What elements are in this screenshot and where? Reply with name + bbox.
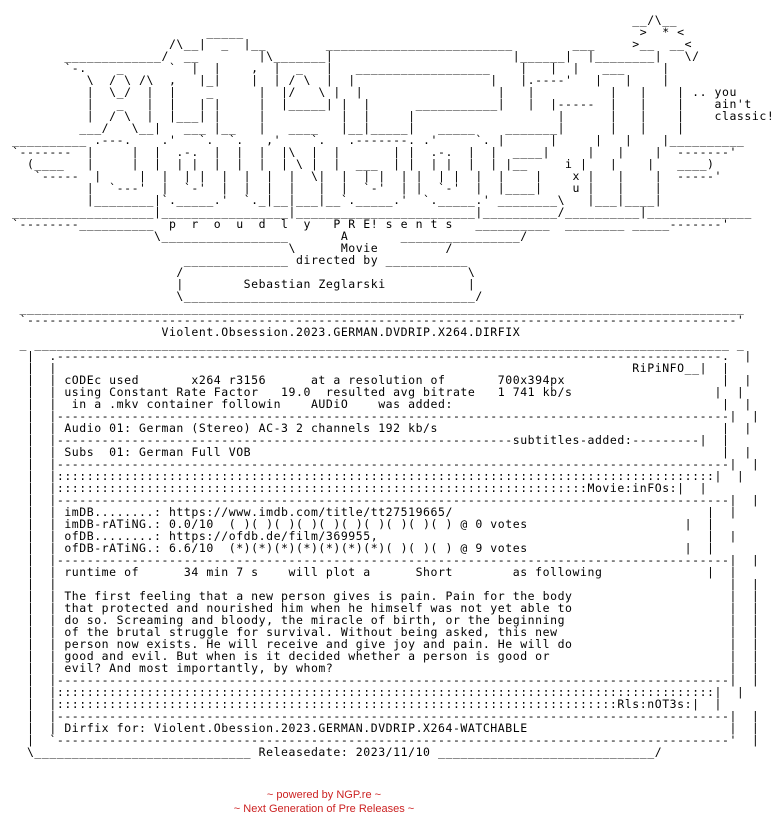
nfo-ascii-art: __/\__ _____ > * < /\__| _ |__ _________________________ ___ >__ __< _____________/ __ |\_______| |______| |________| \/ `-. _ ` | | , | _ | __________________ | | | ___ | \ / \ /\ , |_| | | / \ | | | |.----' | | | | \_/ | | _ | |/ \ | | | | | | | .. you | _ | | | | | |_____| | | ___________| | |----- | | | ain't | / \ | |___| | | | | | | | | | classic! ___/ \__| ___ |__ | ____ |__|_____| _____ _______| | | | __________ .---. .' `. `. ,' `. .-------. .' `. | | | | |__________ `------- | | | .-. | | | |\ | | | | .-. | | ____| | | | -------' (____ | | | | | | | | | \ | | ___ | | | | | | |__ i | | | ____) `----- | | | | | | | | | \| | | | | | | | | | | x | | | -----' | `---' | `-' | | | | | | `-' | | `-' | |____| u | | | |________|`._____.' `._|__|___|__`._____.' `._____.' ________\ |___|____| ___________________|_________________|________________________|__________/__________|______________ `--------__________ p r o u d l y P R E! s e n t s __________ ________ _____-------' \_________________ A ________________/ \ Movie / ______________ directed by ___________ / \ | Sebastian Zeglarski | \_______________________________________/ _________________________________________________________________________________________________ `-----------------------------------------------------------------------------------------------' Violent.Obsession.2023.GERMAN.DVDRIP.X264.DIRFIX _ _____________________________________________________________________________________________ _ | .-----------------------------------------------------------------------------------------. | | | RiPiNFO__| | | | cODEc used x264 r3156 at a resolution of 700x394px | | | | using Constant Rate Factor 19.0 resulted avg bitrate 1 741 kb/s | | | | in a .mkv container followin AUDiO was added: | | | |------------------------------------------------------------------------------------------| | | | Audio 01: German (Stereo) AC-3 2 channels 192 kb/s | | | |-------------------------------------------------------------subtitles-added:---------| | | | Subs 01: German Full VOB | | | |------------------------------------------------------------------------------------------| | | |::::::::::::::::::::::::::::::::::::::::::::::::::::::::::::::::::::::::::::::::::::::::| | | |:::::::::::::::::::::::::::::::::::::::::::::::::::::::::::::::::::::::Movie:inFOs:| | | |------------------------------------------------------------------------------------------| | | | imDB........: https://www.imdb.com/title/tt27519665/ | | | | imDB-rATiNG.: 0.0/10 ( )( )( )( )( )( )( )( )( )( ) @ 0 votes | | | | ofDB........: https://ofdb.de/film/369955, | | | | ofDB-rATiNG.: 6.6/10 (*)(*)(*)(*)(*)(*)(*)( )( )( ) @ 9 votes | | | |------------------------------------------------------------------------------------------| | | | runtime of 34 min 7 s will plot a Short as following | | | | | | | | The first feeling that a new person gives is pain. Pain for the body | | | | that protected and nourished him when he himself was not yet able to | | | | do so. Screaming and bloody, the miracle of birth, or the beginning | | | | of the brutal struggle for survival. Without being asked, this new | | | | person now exists. He will receive and give joy and pain. He will do | | | | good and evil. But when is it decided whether a person is good or | | | | evil? And most importantly, by whom? | | | |------------------------------------------------------------------------------------------| | | |::::::::::::::::::::::::::::::::::::::::::::::::::::::::::::::::::::::::::::::::::::::::| | | |:::::::::::::::::::::::::::::::::::::::::::::::::::::::::::::::::::::::::::Rls:nOT3s:| | | |------------------------------------------------------------------------------------------| | | | Dirfix for: Violent.Obession.2023.GERMAN.DVDRIP.X264-WATCHABLE | | | `------------------------------------------------------------------------------------------' | \_____________________________ Releasedate: 2023/11/10 _____________________________/ <box>12 13 774 759</box>
footer-powered-by: ~ powered by NGP.re ~ <box>266 789 382 801</box>
footer <box>0 788 648 816</box>
footer-tagline: ~ Next Generation of Pre Releases ~ <box>233 803 415 815</box>
